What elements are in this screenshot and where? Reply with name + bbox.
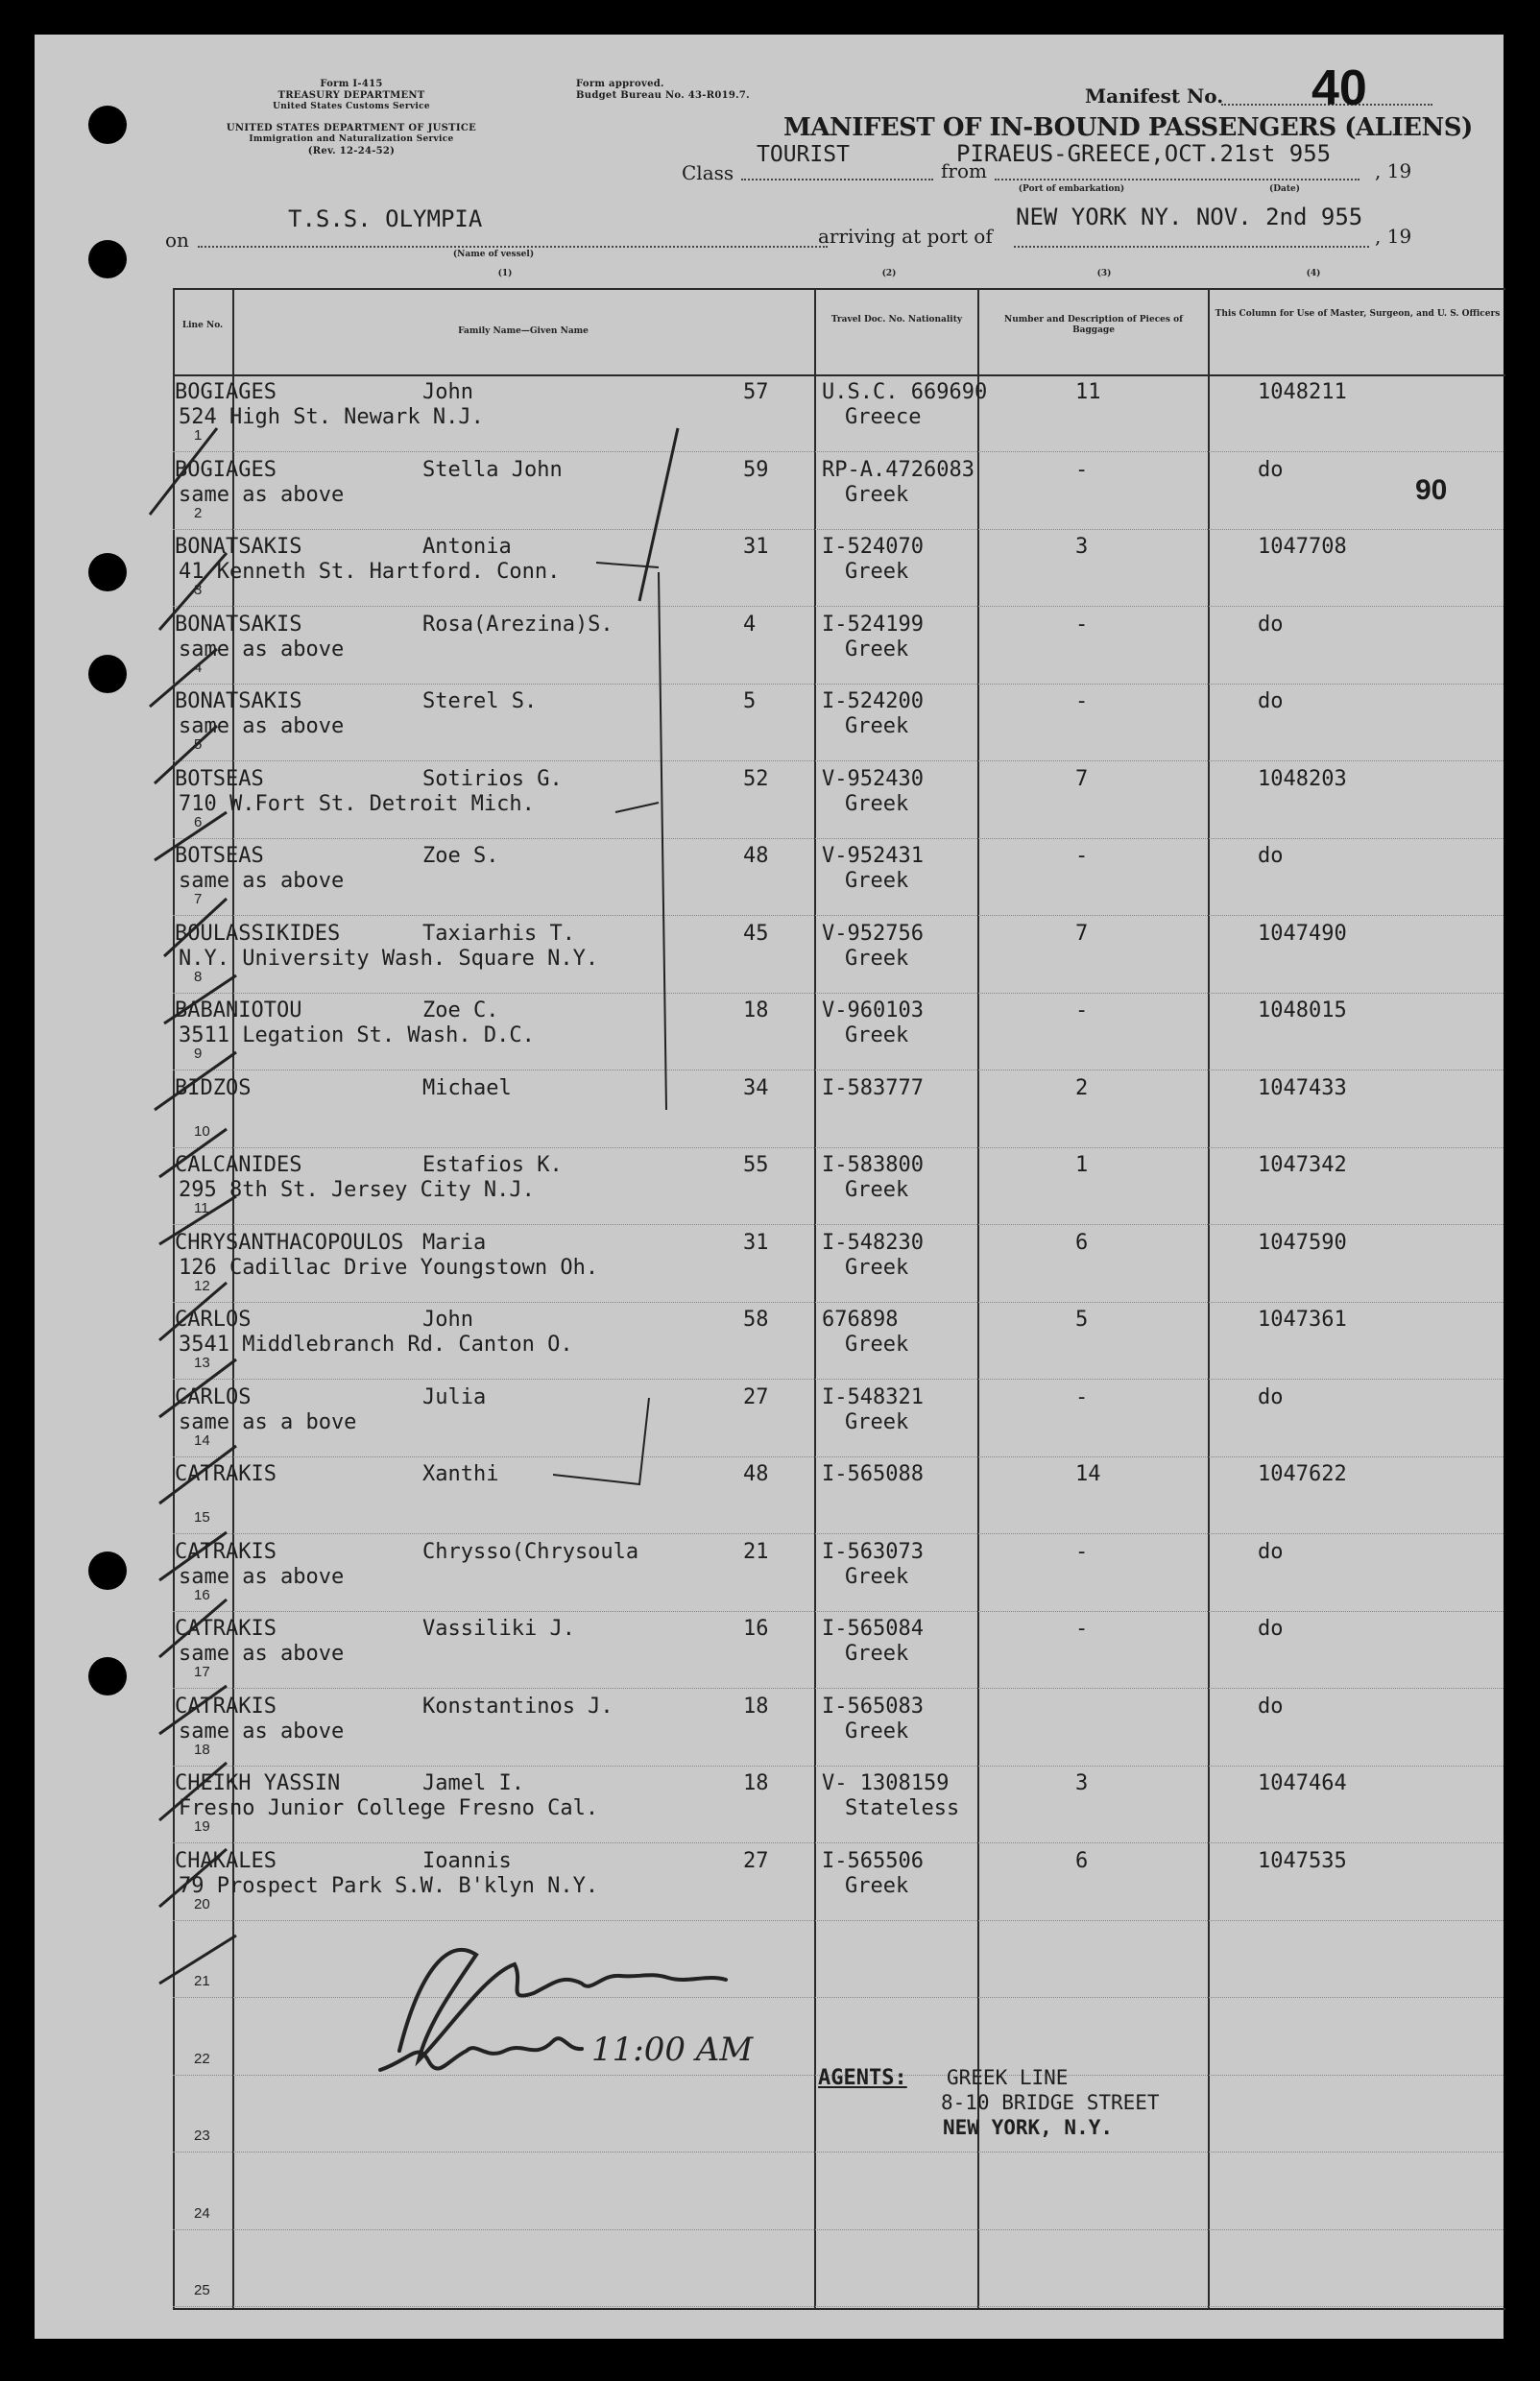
travel-doc-no: I-565084	[822, 1617, 924, 1641]
passenger-given-name: Zoe S.	[422, 844, 499, 868]
travel-doc-no: I-524070	[822, 535, 924, 559]
officer-note: 1048211	[1258, 380, 1347, 404]
travel-doc-no: I-563073	[822, 1540, 924, 1564]
year-label-2: , 19	[1375, 225, 1412, 248]
baggage-count: -	[1075, 1617, 1089, 1641]
nationality: Greek	[845, 560, 909, 584]
baggage-count: 7	[1075, 767, 1089, 791]
travel-doc-no: V-960103	[822, 998, 924, 1022]
passenger-given-name: Michael	[422, 1076, 512, 1100]
passenger-age: 48	[743, 1462, 769, 1486]
passenger-age: 31	[743, 535, 769, 559]
passenger-given-name: Vassiliki J.	[422, 1617, 575, 1641]
passenger-address: same as above	[179, 637, 345, 661]
passenger-given-name: Julia	[422, 1385, 487, 1409]
passenger-surname: CATRAKIS	[175, 1695, 277, 1719]
passenger-age: 27	[743, 1849, 769, 1873]
nationality: Greek	[845, 1178, 909, 1202]
passenger-address: 710 W.Fort St. Detroit Mich.	[179, 792, 535, 816]
dept-immigration: Immigration and Naturalization Service	[249, 134, 454, 144]
col-num-3: (3)	[1096, 269, 1112, 278]
travel-doc-no: 676898	[822, 1308, 899, 1332]
passenger-given-name: Chrysso(Chrysoula	[422, 1540, 639, 1564]
travel-doc-no: I-548230	[822, 1231, 924, 1255]
nationality: Greek	[845, 869, 909, 893]
col-num-1: (1)	[497, 269, 513, 278]
punch-hole	[88, 106, 127, 144]
line-number: 9	[194, 1046, 203, 1062]
year-label-1: , 19	[1375, 159, 1412, 182]
passenger-given-name: Konstantinos J.	[422, 1695, 614, 1719]
passenger-age: 5	[743, 689, 757, 713]
line-number: 3	[194, 582, 203, 598]
nationality: Greek	[845, 947, 909, 971]
punch-hole	[88, 655, 127, 693]
manifest-no-label: Manifest No.	[1085, 84, 1224, 108]
officer-note: do	[1258, 1617, 1284, 1641]
vessel-label: (Name of vessel)	[452, 250, 535, 259]
officer-note: 1047590	[1258, 1231, 1347, 1255]
line-number: 2	[194, 505, 203, 521]
baggage-count: -	[1075, 1540, 1089, 1564]
travel-doc-no: V- 1308159	[822, 1771, 950, 1795]
punch-hole	[88, 1551, 127, 1590]
passenger-given-name: Sotirios G.	[422, 767, 563, 791]
manifest-title: MANIFEST OF IN-BOUND PASSENGERS (ALIENS)	[783, 113, 1473, 142]
agents-line-3: NEW YORK, N.Y.	[943, 2116, 1114, 2139]
line-number: 8	[194, 969, 203, 985]
line-number: 5	[194, 736, 203, 753]
travel-doc-no: I-524200	[822, 689, 924, 713]
officer-note: do	[1258, 689, 1284, 713]
travel-doc-no: I-583800	[822, 1153, 924, 1177]
date-label: (Date)	[1268, 184, 1301, 194]
passenger-given-name: John	[422, 380, 473, 404]
passenger-surname: BOGIAGES	[175, 458, 277, 482]
passenger-address: 295 8th St. Jersey City N.J.	[179, 1178, 535, 1202]
baggage-count: -	[1075, 1385, 1089, 1409]
dept-treasury: TREASURY DEPARTMENT	[277, 90, 425, 101]
passenger-address: 41 Kenneth St. Hartford. Conn.	[179, 560, 561, 584]
baggage-count: 11	[1075, 380, 1101, 404]
officer-note: 1047433	[1258, 1076, 1347, 1100]
travel-doc-no: V-952756	[822, 922, 924, 946]
form-revision: (Rev. 12-24-52)	[307, 146, 396, 156]
punch-hole	[88, 240, 127, 278]
baggage-count: 7	[1075, 922, 1089, 946]
header-doc: Travel Doc. No. Nationality	[830, 315, 963, 325]
baggage-count: 14	[1075, 1462, 1101, 1486]
header-baggage: Number and Description of Pieces of Baggage	[1004, 315, 1183, 335]
line-number: 10	[194, 1123, 210, 1140]
passenger-given-name: Taxiarhis T.	[422, 922, 575, 946]
passenger-address: 524 High St. Newark N.J.	[179, 405, 484, 429]
passenger-age: 21	[743, 1540, 769, 1564]
line-number: 14	[194, 1432, 210, 1449]
passenger-surname: CATRAKIS	[175, 1462, 277, 1486]
line-number: 16	[194, 1587, 210, 1603]
officer-note: 1047535	[1258, 1849, 1347, 1873]
line-number: 18	[194, 1742, 210, 1758]
officer-note: do	[1258, 1540, 1284, 1564]
vessel-value: T.S.S. OLYMPIA	[288, 205, 483, 232]
from-value: PIRAEUS-GREECE,OCT.21st 955	[956, 140, 1332, 167]
passenger-age: 4	[743, 613, 757, 637]
passenger-age: 18	[743, 998, 769, 1022]
passenger-given-name: Stella John	[422, 458, 563, 482]
officer-note: do	[1258, 458, 1284, 482]
nationality: Greek	[845, 1642, 909, 1666]
passenger-age: 18	[743, 1771, 769, 1795]
passenger-given-name: Estafios K.	[422, 1153, 563, 1177]
passenger-address: same as above	[179, 483, 345, 507]
line-number: 11	[194, 1200, 209, 1216]
baggage-count: 3	[1075, 535, 1089, 559]
passenger-surname: BOGIAGES	[175, 380, 277, 404]
row-separator	[173, 2306, 1504, 2308]
dept-customs: United States Customs Service	[273, 102, 430, 111]
agents-line-2: 8-10 BRIDGE STREET	[941, 2091, 1160, 2114]
passenger-given-name: Zoe C.	[422, 998, 499, 1022]
baggage-count: -	[1075, 613, 1089, 637]
officer-note: 1047708	[1258, 535, 1347, 559]
row-separator	[173, 2152, 1504, 2153]
passenger-address: 3541 Middlebranch Rd. Canton O.	[179, 1333, 573, 1357]
nationality: Greece	[845, 405, 922, 429]
officer-note: do	[1258, 1695, 1284, 1719]
passenger-surname: CHEIKH YASSIN	[175, 1771, 341, 1795]
officer-note: do	[1258, 613, 1284, 637]
travel-doc-no: RP-A.4726083	[822, 458, 975, 482]
baggage-count: -	[1075, 458, 1089, 482]
passenger-given-name: Antonia	[422, 535, 512, 559]
officer-note: 1047342	[1258, 1153, 1347, 1177]
passenger-address: 79 Prospect Park S.W. B'klyn N.Y.	[179, 1874, 599, 1898]
officer-note: 1047622	[1258, 1462, 1347, 1486]
passenger-age: 31	[743, 1231, 769, 1255]
passenger-surname: BOULASSIKIDES	[175, 922, 341, 946]
travel-doc-no: I-524199	[822, 613, 924, 637]
passenger-address: 126 Cadillac Drive Youngstown Oh.	[179, 1256, 599, 1280]
line-number: 13	[194, 1355, 210, 1371]
passenger-given-name: Ioannis	[422, 1849, 512, 1873]
passenger-address: same as above	[179, 1642, 345, 1666]
header-line-no: Line No.	[181, 321, 224, 330]
passenger-address: same as above	[179, 714, 345, 738]
dept-justice: UNITED STATES DEPARTMENT OF JUSTICE	[226, 123, 477, 133]
form-approved: Form approved.	[576, 79, 664, 89]
passenger-age: 48	[743, 844, 769, 868]
passenger-address: same as above	[179, 869, 345, 893]
passenger-surname: CARLOS	[175, 1308, 252, 1332]
officer-note: do	[1258, 844, 1284, 868]
baggage-count: -	[1075, 844, 1089, 868]
travel-doc-no: V-952431	[822, 844, 924, 868]
nationality: Greek	[845, 1720, 909, 1744]
officer-note: do	[1258, 1385, 1284, 1409]
passenger-surname: BOTSEAS	[175, 844, 264, 868]
line-number: 23	[194, 2128, 210, 2144]
passenger-address: 3511 Legation St. Wash. D.C.	[179, 1023, 535, 1047]
nationality: Greek	[845, 1256, 909, 1280]
line-number: 24	[194, 2205, 210, 2222]
travel-doc-no: I-565083	[822, 1695, 924, 1719]
baggage-count: 2	[1075, 1076, 1089, 1100]
nationality: Greek	[845, 1023, 909, 1047]
passenger-surname: BIDZOS	[175, 1076, 252, 1100]
punch-hole	[88, 1657, 127, 1696]
line-number: 12	[194, 1278, 210, 1294]
nationality: Greek	[845, 1874, 909, 1898]
svg-text:11:00 AM: 11:00 AM	[591, 2031, 754, 2069]
arriving-label: arriving at port of	[818, 225, 993, 248]
col-num-2: (2)	[881, 269, 897, 278]
passenger-age: 45	[743, 922, 769, 946]
travel-doc-no: I-565088	[822, 1462, 924, 1486]
line-number: 20	[194, 1896, 210, 1912]
passenger-age: 27	[743, 1385, 769, 1409]
baggage-count: -	[1075, 689, 1089, 713]
line-number: 4	[194, 660, 203, 676]
passenger-age: 16	[743, 1617, 769, 1641]
passenger-surname: CALCANIDES	[175, 1153, 302, 1177]
nationality: Greek	[845, 714, 909, 738]
nationality: Stateless	[845, 1796, 960, 1820]
agents-line-1: GREEK LINE	[947, 2066, 1069, 2089]
passenger-age: 55	[743, 1153, 769, 1177]
margin-number: 90	[1415, 474, 1448, 506]
manifest-page	[35, 35, 1504, 2339]
baggage-count: 5	[1075, 1308, 1089, 1332]
agents-label: AGENTS:	[818, 2066, 907, 2090]
col-num-4: (4)	[1306, 269, 1321, 278]
form-number: Form I-415	[320, 79, 383, 89]
class-value: TOURIST	[757, 142, 850, 167]
passenger-age: 57	[743, 380, 769, 404]
officer-note: 1047490	[1258, 922, 1347, 946]
passenger-surname: BONATSAKIS	[175, 689, 302, 713]
line-number: 17	[194, 1664, 210, 1680]
passenger-surname: BONATSAKIS	[175, 535, 302, 559]
passenger-address: Fresno Junior College Fresno Cal.	[179, 1796, 599, 1820]
passenger-age: 18	[743, 1695, 769, 1719]
passenger-given-name: Rosa(Arezina)S.	[422, 613, 614, 637]
baggage-count: 6	[1075, 1849, 1089, 1873]
passenger-surname: BABANIOTOU	[175, 998, 302, 1022]
line-number: 19	[194, 1818, 210, 1835]
nationality: Greek	[845, 483, 909, 507]
passenger-given-name: Jamel I.	[422, 1771, 524, 1795]
arriving-value: NEW YORK NY. NOV. 2nd 955	[1016, 204, 1363, 230]
travel-doc-no: U.S.C. 669690	[822, 380, 988, 404]
passenger-address: same as above	[179, 1565, 345, 1589]
line-number: 7	[194, 891, 203, 907]
line-number: 6	[194, 814, 203, 830]
passenger-surname: CATRAKIS	[175, 1540, 277, 1564]
passenger-age: 52	[743, 767, 769, 791]
line-number: 22	[194, 2051, 210, 2067]
nationality: Greek	[845, 1565, 909, 1589]
officer-note: 1047361	[1258, 1308, 1347, 1332]
baggage-count: 3	[1075, 1771, 1089, 1795]
punch-hole	[88, 553, 127, 591]
line-number: 15	[194, 1509, 210, 1526]
officer-note: 1048203	[1258, 767, 1347, 791]
check-marks	[140, 399, 812, 2051]
travel-doc-no: I-565506	[822, 1849, 924, 1873]
passenger-given-name: John	[422, 1308, 473, 1332]
nationality: Greek	[845, 1410, 909, 1434]
passenger-surname: CHAKALES	[175, 1849, 277, 1873]
passenger-given-name: Maria	[422, 1231, 487, 1255]
row-separator	[173, 2229, 1504, 2231]
class-label: Class	[682, 161, 734, 184]
passenger-address: same as above	[179, 1720, 345, 1744]
passenger-surname: BOTSEAS	[175, 767, 264, 791]
nationality: Greek	[845, 637, 909, 661]
passenger-age: 34	[743, 1076, 769, 1100]
travel-doc-no: V-952430	[822, 767, 924, 791]
passenger-given-name: Xanthi	[422, 1462, 499, 1486]
baggage-count: 1	[1075, 1153, 1089, 1177]
passenger-surname: CARLOS	[175, 1385, 252, 1409]
nationality: Greek	[845, 792, 909, 816]
passenger-address: same as a bove	[179, 1410, 357, 1434]
passenger-given-name: Sterel S.	[422, 689, 538, 713]
passenger-age: 58	[743, 1308, 769, 1332]
passenger-surname: CATRAKIS	[175, 1617, 277, 1641]
nationality: Greek	[845, 1333, 909, 1357]
baggage-count: 6	[1075, 1231, 1089, 1255]
line-number: 1	[194, 427, 203, 444]
manifest-number: 40	[1311, 60, 1367, 116]
header-officers: This Column for Use of Master, Surgeon, and U. S. Officers	[1215, 309, 1501, 319]
header-name: Family Name—Given Name	[458, 326, 589, 336]
passenger-age: 59	[743, 458, 769, 482]
travel-doc-no: I-548321	[822, 1385, 924, 1409]
line-number: 21	[194, 1973, 210, 1989]
port-embark-label: (Port of embarkation)	[1018, 184, 1125, 194]
line-number: 25	[194, 2282, 210, 2298]
officer-note: 1048015	[1258, 998, 1347, 1022]
passenger-surname: CHRYSANTHACOPOULOS	[175, 1231, 404, 1255]
baggage-count: -	[1075, 998, 1089, 1022]
from-label: from	[941, 159, 987, 182]
budget-bureau: Budget Bureau No. 43-R019.7.	[576, 90, 750, 101]
on-label: on	[165, 228, 189, 252]
passenger-address: N.Y. University Wash. Square N.Y.	[179, 947, 599, 971]
passenger-surname: BONATSAKIS	[175, 613, 302, 637]
travel-doc-no: I-583777	[822, 1076, 924, 1100]
officer-note: 1047464	[1258, 1771, 1347, 1795]
